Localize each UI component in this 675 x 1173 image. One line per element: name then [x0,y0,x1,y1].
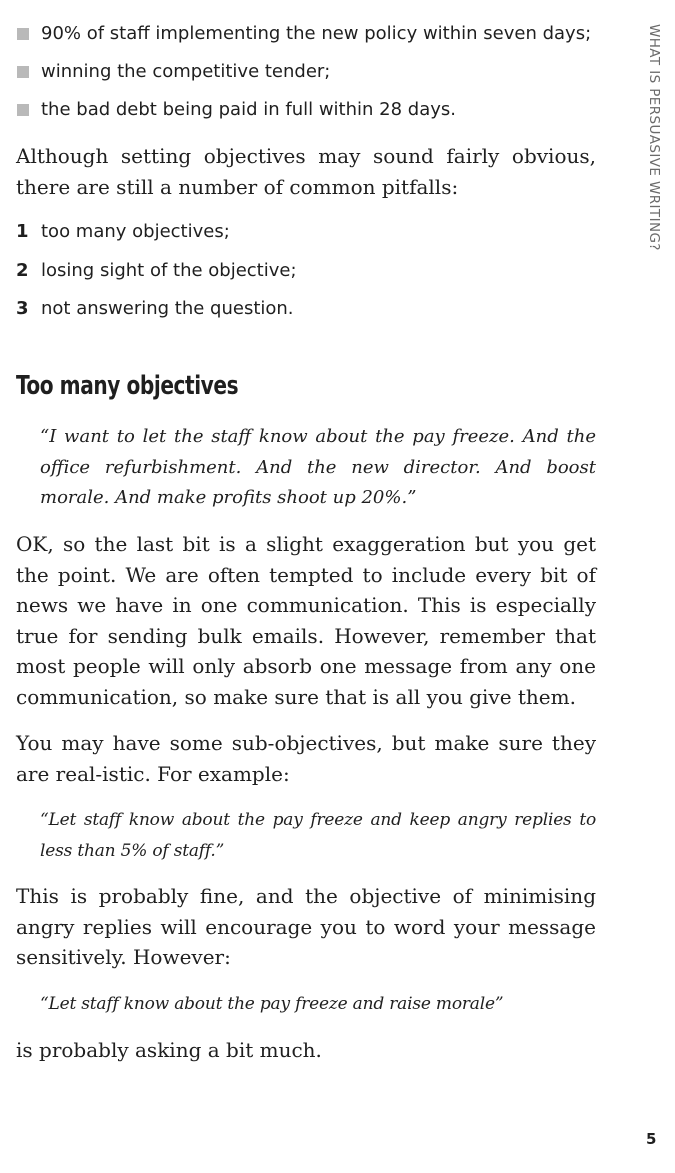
pitfalls-numbered-list [16,218,596,334]
list-item [16,58,596,96]
item-number: 2 [16,259,29,281]
quote-block: “Let staff know about the pay freeze and raise morale” [40,994,504,1014]
body-paragraph: You may have some sub-objectives, but make sure they are real-istic. For example: [16,731,596,786]
objective-bullet-list [16,20,596,134]
bullet-text: winning the competitive tender; [41,61,331,82]
running-head-text: WHAT IS PERSUASIVE WRITING? [646,24,662,251]
bullet-text: 90% of staff implementing the new policy within seven days; [41,23,592,44]
section-heading: Too many objectives [16,371,239,401]
quote-block: “Let staff know about the pay freeze and keep angry replies to less than 5% of staff.” [40,810,596,861]
bullet-text: the bad debt being paid in full within 28 days. [41,99,456,120]
quote-block: “I want to let the staff know about the pay freeze. And the office refurbishment. And the new director. And boost morale. And make profits shoot up 20%.” [40,426,596,508]
list-item [16,295,596,334]
item-number: 3 [16,298,29,319]
list-item [16,20,596,58]
list-item [16,218,596,257]
page-number: 5 [646,1130,657,1148]
square-bullet-icon [17,28,29,40]
item-text: not answering the question. [41,298,294,319]
square-bullet-icon [17,66,29,78]
list-item [16,257,596,296]
running-head [645,24,665,276]
body-paragraph: OK, so the last bit is a slight exaggeration but you get the point. We are often tempted to include every bit of news we have in one communication. This is especially true for sending bulk emails. However, remember that most people will only absorb one message from any one communication, so make sure that is all you give them. [16,532,596,709]
list-item [16,96,596,134]
item-text: losing sight of the objective; [41,259,297,281]
body-paragraph: This is probably fine, and the objective of minimising angry replies will encourage you to word your message sensitively. However: [16,884,596,969]
intro-paragraph: Although setting objectives may sound fairly obvious, there are still a number of common pitfalls: [16,144,596,199]
body-paragraph: is probably asking a bit much. [16,1038,322,1062]
item-number: 1 [16,221,29,242]
item-text: too many objectives; [41,221,230,242]
square-bullet-icon [17,104,29,116]
